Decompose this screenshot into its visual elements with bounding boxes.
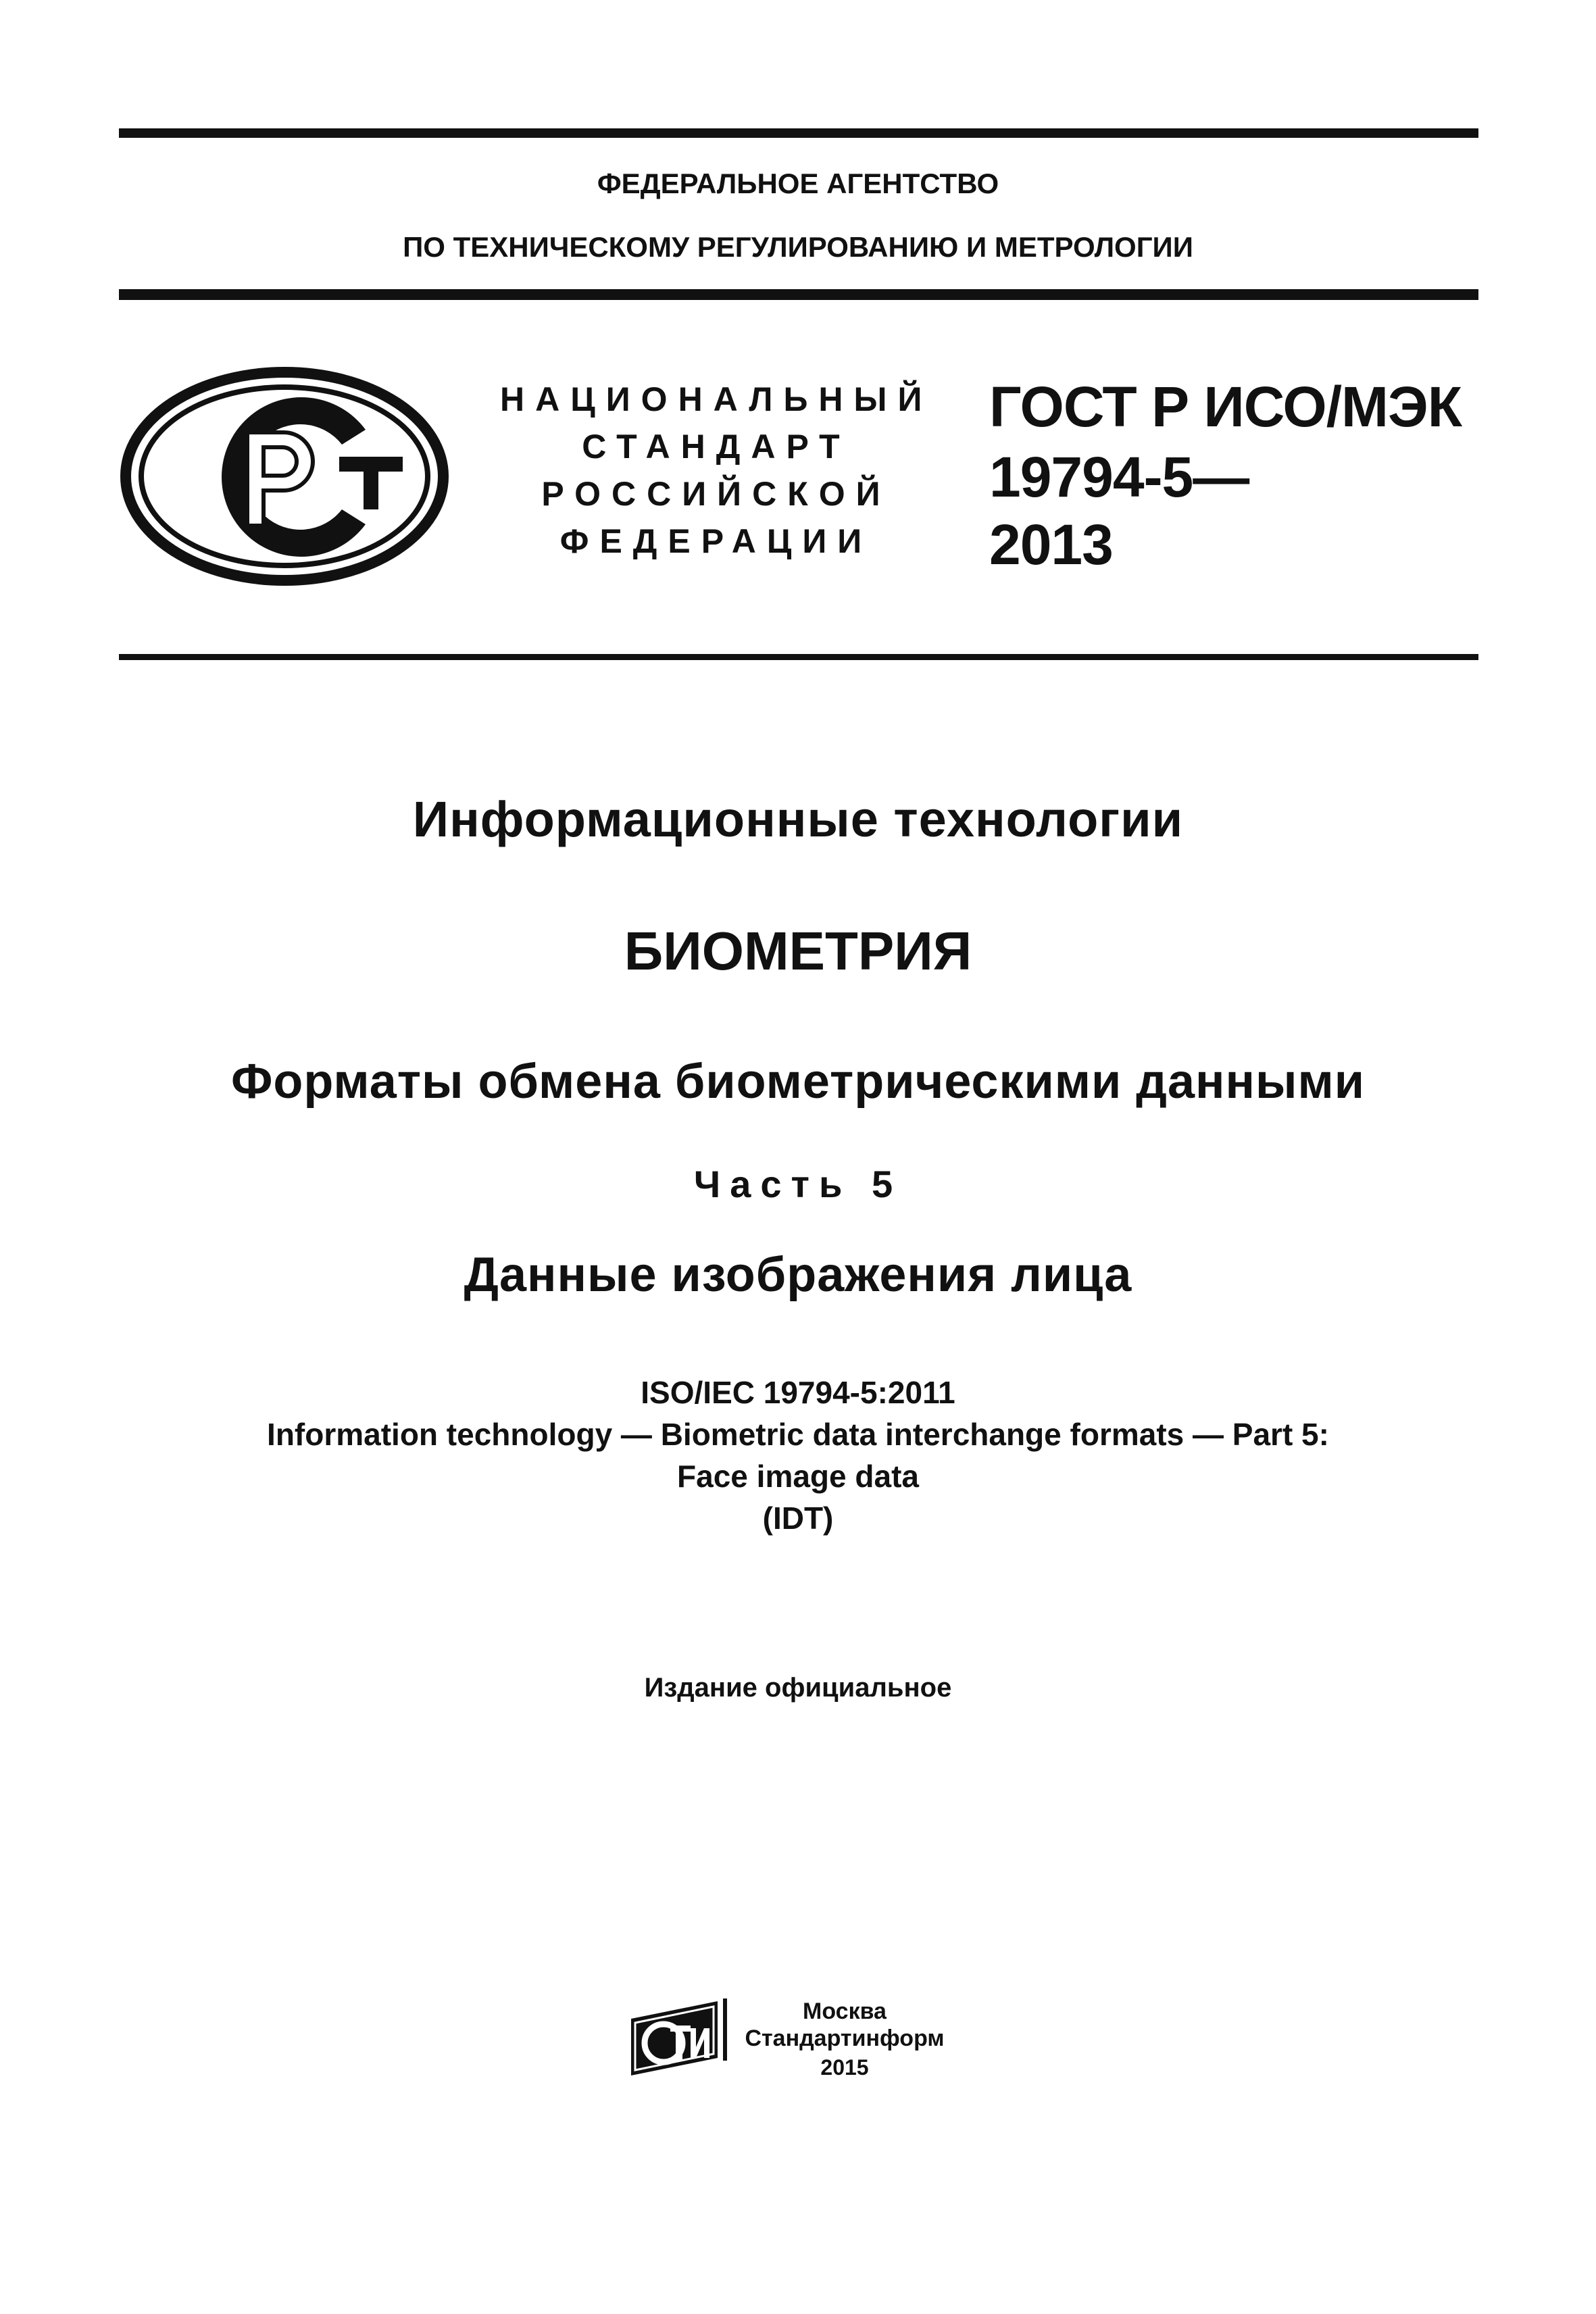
standartinform-logo <box>628 1998 730 2080</box>
agency-line-1: ФЕДЕРАЛЬНОЕ АГЕНТСТВО <box>597 168 999 199</box>
iso-title-line-1: Information technology — Biometric data interchange formats — Part 5: <box>267 1417 1329 1452</box>
header-bottom-rule <box>119 289 1478 300</box>
title-part: Часть 5 <box>693 1163 903 1205</box>
national-standard-line-2: СТАНДАРТ <box>582 428 851 466</box>
title-field: Информационные технологии <box>412 791 1184 847</box>
national-standard-line-3: РОССИЙСКОЙ <box>541 475 891 513</box>
title-formats: Форматы обмена биометрическими данными <box>230 1055 1366 1109</box>
title-part-title: Данные изображения лица <box>464 1248 1132 1302</box>
publisher-city: Москва <box>803 1998 887 2024</box>
rst-logo <box>119 365 450 588</box>
national-standard-line-4: ФЕДЕРАЦИИ <box>559 522 873 560</box>
iso-title-line-2: Face image data <box>677 1459 919 1494</box>
edition-note: Издание официальное <box>644 1673 952 1703</box>
designation-line-3: 2013 <box>989 513 1113 576</box>
publication-year: 2015 <box>820 2055 869 2080</box>
designation-line-1: ГОСТ Р ИСО/МЭК <box>989 375 1462 438</box>
title-subject: БИОМЕТРИЯ <box>624 921 972 981</box>
publisher-name: Стандартинформ <box>745 2026 945 2051</box>
agency-line-2: ПО ТЕХНИЧЕСКОМУ РЕГУЛИРОВАНИЮ И МЕТРОЛОГИИ <box>403 231 1193 263</box>
iso-degree: (IDT) <box>762 1501 834 1536</box>
masthead-bottom-rule <box>119 654 1478 660</box>
designation-line-2: 19794-5— <box>989 445 1249 509</box>
national-standard-line-1: НАЦИОНАЛЬНЫЙ <box>500 380 933 418</box>
iso-reference: ISO/IEC 19794-5:2011 <box>641 1375 955 1410</box>
top-rule <box>119 128 1478 138</box>
